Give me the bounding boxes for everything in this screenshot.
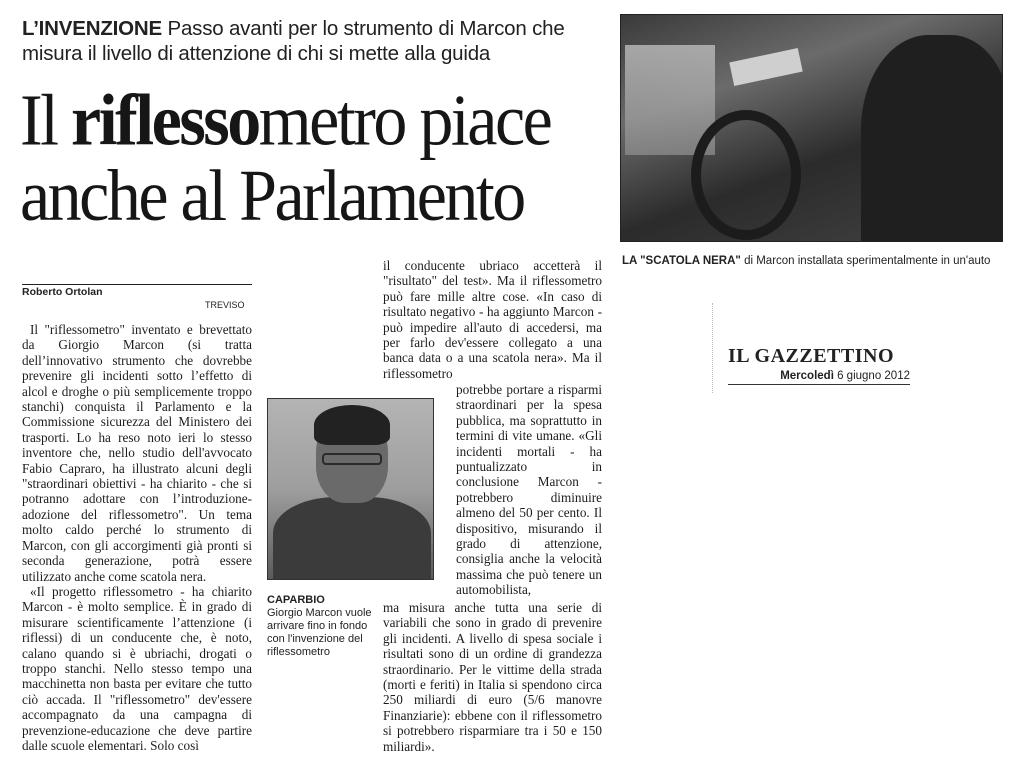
- paragraph: Il "riflessometro" inventato e brevettato da Giorgio Marcon (si tratta dell’innovativo strumento che dovrebbe prevenire gli incidenti sotto l’effetto di alcol e droghe o più semplicemente troppo stanchi) conquista il Parlamento e la Commissione sicurezza del Ministero dei trasporti. Lo ha reso noto ieri lo stesso inventore che, nello studio dell'avvocato Fabio Capraro, ha illustrato alcuni degli "straordinari obiettivi - ha chiarito - che si potranno adottare con l’introduzione-adozione del riflessometro". Un tema molto caldo perché lo strumento di Marcon, con gli accorgimenti già pronti si seconda generazione, potrà essere utilizzato anche come scatola nera.: [22, 322, 252, 584]
- paragraph: ma misura anche tutta una serie di variabili che sono in grado di prevenire gli incidenti. A livello di spesa sociale i risultati sono di un ordine di grandezza straordinario. Per le vittime della strada (morti e feriti) in Italia si spendono circa 250 miliardi di euro (5/6 manovre Finanziarie): ebbene con il riflessometro si potrebbero risparmiare tra i 50 e 150 miliardi».: [383, 600, 602, 754]
- portrait-body: [273, 497, 431, 580]
- paragraph: potrebbe portare a risparmi straordinari per la spesa pubblica, ma soprattutto in termini di vite umane. «Gli incidenti mortali - ha puntualizzato in conclusione Marcon - potrebbero diminuire almeno del 50 per cento. Il dispositivo, misurando il grado di attenzione, consiglia anche la velocità massima che può tenere un automobilista,: [456, 382, 602, 598]
- caption-top-text: di Marcon installata sperimentalmente in un'auto: [740, 255, 991, 267]
- dateline-place: TREVISO: [205, 300, 245, 310]
- kicker-text: Passo avanti per lo strumento di Marcon che misura il livello di attenzione di chi si mette alla guida: [22, 17, 565, 65]
- photo-caption-mid: [267, 594, 377, 659]
- article-column-2-top: [383, 258, 602, 381]
- portrait-photo: [267, 398, 434, 580]
- article-column-2-bottom: [383, 600, 602, 754]
- masthead-date: [728, 370, 910, 382]
- driver-silhouette: [861, 35, 1003, 242]
- kicker-tag: L’INVENZIONE: [22, 17, 162, 40]
- headline-part2: metro piace: [258, 78, 551, 161]
- headline-part1: Il: [20, 78, 72, 161]
- masthead-name: IL GAZZETTINO: [728, 345, 895, 367]
- steering-wheel: [691, 110, 801, 240]
- byline-rule: [22, 284, 252, 285]
- article-column-1: [22, 322, 252, 753]
- headline: [20, 78, 620, 237]
- caption-mid-label: CAPARBIO: [267, 594, 325, 606]
- paragraph: «Il progetto riflessometro - ha chiarito Marcon - è molto semplice. È in grado di misurare scientificamente l’attenzione (i riflessi) di un conducente che, è noto, calano quando si è ubriachi, drogati o troppo stanchi. Nello stesso tempo una macchinetta non basta per evitare che tutto ciò accada. Il "riflessometro" dev'essere accompagnato da una campagna di prevenzione-educazione che deve partire dalle scuole elementari. Solo così: [22, 583, 252, 753]
- car-photo: [620, 14, 1003, 242]
- masthead-weekday: Mercoledì: [780, 370, 834, 382]
- headline-bold: riflesso: [71, 78, 259, 161]
- portrait-glasses: [322, 453, 382, 465]
- author-byline: Roberto Ortolan: [22, 286, 103, 298]
- newspaper-masthead: [728, 345, 910, 385]
- photo-caption-top: [622, 255, 990, 267]
- masthead-date-text: 6 giugno 2012: [833, 370, 910, 382]
- divider: [712, 303, 713, 393]
- device-shape: [729, 48, 802, 86]
- headline-line2: anche al Parlamento: [20, 154, 524, 237]
- kicker: [22, 16, 612, 66]
- portrait-hair: [314, 405, 390, 445]
- caption-mid-text: Giorgio Marcon vuole arrivare fino in fondo con l'invenzione del riflessometro: [267, 607, 372, 658]
- paragraph: il conducente ubriaco accetterà il "risultato" del test». Ma il riflessometro può fare mille altre cose. «In caso di risultato negativo - ha aggiunto Marcon - può impedire all'auto di accedersi, ma per farlo dev'essere collegato a una banca data o a una scatola nera». Ma il riflessometro: [383, 258, 602, 381]
- article-column-2-mid: [456, 382, 602, 598]
- headline-line1: [20, 78, 620, 161]
- caption-top-label: LA "SCATOLA NERA": [622, 255, 741, 267]
